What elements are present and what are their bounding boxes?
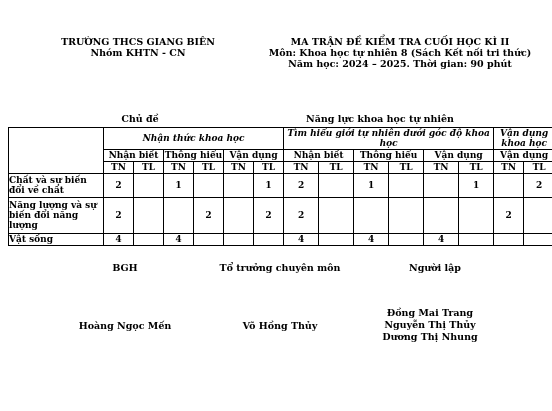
- doc-subject: Môn: Khoa học tự nhiên 8 (Sách Kết nối tri thức): [268, 48, 532, 59]
- table-cell: 2: [284, 174, 319, 198]
- table-cell: [319, 174, 354, 198]
- group-header: Tìm hiểu giới tự nhiên dưới góc độ khoa học: [284, 128, 494, 150]
- sig-leader-title: Tổ trưởng chuyên môn: [219, 263, 341, 274]
- table-cell: 4: [354, 234, 389, 246]
- sig-bgh-name: Hoàng Ngọc Mến: [78, 321, 172, 332]
- table-cell: 1: [254, 174, 284, 198]
- group-name: Nhóm KHTN - CN: [90, 48, 186, 59]
- sig-maker-name: Đồng Mai Trang: [386, 308, 474, 319]
- table-cell: [319, 234, 354, 246]
- table-cell: 1: [354, 174, 389, 198]
- table-cell: [389, 198, 424, 234]
- table-row: [9, 174, 552, 198]
- table-cell: 1: [459, 174, 494, 198]
- col-header: TN: [494, 162, 524, 174]
- table-cell: [194, 234, 224, 246]
- table-cell: [524, 198, 552, 234]
- sig-bgh-title: BGH: [112, 263, 138, 274]
- table-row: [9, 234, 552, 246]
- table-cell: [354, 198, 389, 234]
- table-cell: 1: [164, 174, 194, 198]
- table-cell: 2: [494, 198, 524, 234]
- topic-header: Chủ đề: [121, 114, 159, 125]
- col-header: TL: [459, 162, 494, 174]
- sig-maker-title: Người lập: [409, 263, 461, 274]
- sig-maker-name: Nguyễn Thị Thủy: [384, 320, 476, 331]
- col-header: TN: [424, 162, 459, 174]
- competence-header: Năng lực khoa học tự nhiên: [306, 114, 454, 125]
- table-cell: [254, 234, 284, 246]
- col-header: TL: [319, 162, 354, 174]
- level-header: Nhận biết: [104, 150, 164, 162]
- table-cell: [494, 174, 524, 198]
- level-header: Vận dụng: [494, 150, 552, 162]
- table-cell: [224, 198, 254, 234]
- row-topic: Vật sống: [9, 234, 104, 246]
- table-cell: 4: [164, 234, 194, 246]
- col-header: TL: [254, 162, 284, 174]
- col-header: TN: [164, 162, 194, 174]
- table-cell: 2: [524, 174, 552, 198]
- table-cell: [134, 234, 164, 246]
- matrix-table: [8, 127, 552, 246]
- col-header: TL: [134, 162, 164, 174]
- sig-maker-name: Dương Thị Nhung: [382, 332, 478, 343]
- col-header: TL: [524, 162, 552, 174]
- table-cell: [319, 198, 354, 234]
- col-header: TN: [284, 162, 319, 174]
- doc-year: Năm học: 2024 – 2025. Thời gian: 90 phút: [288, 59, 512, 70]
- table-cell: [134, 174, 164, 198]
- table-cell: [164, 198, 194, 234]
- group-header: Vận dụng khoa học: [494, 128, 552, 150]
- col-header: TL: [194, 162, 224, 174]
- group-header: Nhận thức khoa học: [104, 128, 284, 150]
- col-header: TN: [104, 162, 134, 174]
- row-topic: Năng lượng và sự biến đổi năng lượng: [9, 198, 104, 234]
- table-cell: [424, 174, 459, 198]
- col-header: TL: [389, 162, 424, 174]
- table-cell: [459, 234, 494, 246]
- table-cell: [134, 198, 164, 234]
- topic-header-cell: [9, 128, 104, 174]
- table-cell: [224, 234, 254, 246]
- school-name: TRƯỜNG THCS GIANG BIÊN: [61, 37, 215, 48]
- table-cell: 2: [254, 198, 284, 234]
- level-header: Thông hiểu: [164, 150, 223, 161]
- table-cell: 4: [104, 234, 134, 246]
- table-cell: 2: [104, 198, 134, 234]
- level-header: Thông hiểu: [354, 150, 424, 162]
- table-cell: [389, 234, 424, 246]
- table-cell: 4: [424, 234, 459, 246]
- table-cell: [459, 198, 494, 234]
- table-cell: 2: [104, 174, 134, 198]
- level-header: Vận dụng: [224, 150, 284, 162]
- table-cell: 2: [194, 198, 224, 234]
- level-header: Nhận biết: [284, 150, 354, 162]
- sig-leader-name: Võ Hồng Thủy: [242, 321, 318, 332]
- doc-title: MA TRẬN ĐỀ KIỂM TRA CUỐI HỌC KÌ II: [290, 37, 510, 48]
- table-row: [9, 198, 552, 234]
- row-topic: Chất và sự biến đổi về chất: [9, 174, 104, 198]
- table-cell: [389, 174, 424, 198]
- level-header: Vận dụng: [424, 150, 494, 162]
- table-cell: 4: [284, 234, 319, 246]
- table-cell: [424, 198, 459, 234]
- table-cell: [524, 234, 552, 246]
- table-cell: 2: [284, 198, 319, 234]
- col-header: TN: [224, 162, 254, 174]
- table-cell: [224, 174, 254, 198]
- table-cell: [194, 174, 224, 198]
- table-cell: [494, 234, 524, 246]
- col-header: TN: [354, 162, 389, 174]
